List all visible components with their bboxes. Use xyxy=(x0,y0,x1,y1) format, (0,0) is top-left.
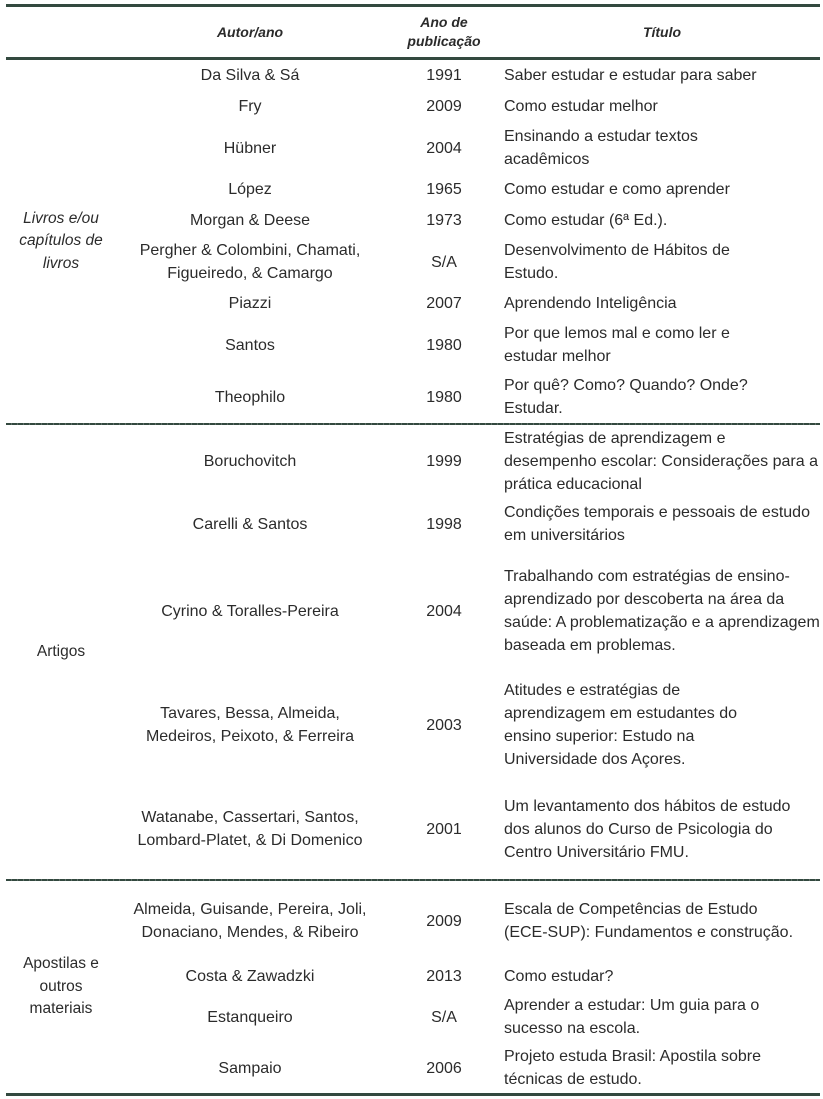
table-row: Da Silva & Sá 1991 Saber estudar e estudar para saber xyxy=(200,67,757,84)
table-header xyxy=(6,7,820,57)
section-label: Artigos xyxy=(36,642,86,660)
section-label: Apostilas e outros materiais xyxy=(23,955,99,1018)
section-books xyxy=(6,60,820,423)
section-handouts xyxy=(6,881,820,1093)
table-row: Fry 2009 Como estudar melhor xyxy=(238,98,658,115)
table-row: Piazzi 2007 Aprendendo Inteligência xyxy=(228,295,677,312)
table-row: Hübner 2004 Ensinando a estudar textos acadêmicos xyxy=(223,128,698,168)
header-year: Ano de publicação xyxy=(407,14,481,49)
table-row: Tavares, Bessa, Almeida, Medeiros, Peixoto, & Ferreira 2003 Atitudes e estratégias de aprendizagem em estudantes do ensino superior: Estudo na Universidade dos Açores. xyxy=(145,682,738,768)
table-row: Pergher & Colombini, Chamati, Figueiredo, & Camargo S/A Desenvolvimento de Hábitos de Estudo. xyxy=(139,242,730,282)
references-table xyxy=(6,4,820,1096)
section-articles xyxy=(6,425,820,879)
table-row: Boruchovitch 1999 Estratégias de aprendizagem e desempenho escolar: Considerações para a prática educacional xyxy=(203,429,818,493)
table-row: Santos 1980 Por que lemos mal e como ler e estudar melhor xyxy=(225,325,730,365)
bottom-rule xyxy=(6,1093,820,1096)
table-row: Estanqueiro S/A Aprender a estudar: Um guia para o sucesso na escola. xyxy=(207,997,760,1037)
table-row: Cyrino & Toralles-Pereira 2004 Trabalhando com estratégias de ensino-aprendizado por descoberta na área da saúde: A problematização e a aprendizagem baseada em problemas. xyxy=(161,568,820,654)
table-row: Almeida, Guisande, Pereira, Joli, Donaciano, Mendes, & Ribeiro 2009 Escala de Competências de Estudo (ECE-SUP): Fundamentos e construção. xyxy=(133,901,794,941)
table-row: Morgan & Deese 1973 Como estudar (6ª Ed.). xyxy=(189,212,668,229)
table-row: López 1965 Como estudar e como aprender xyxy=(228,181,730,198)
header-author: Autor/ano xyxy=(216,24,284,40)
table-row: Costa & Zawadzki 2013 Como estudar? xyxy=(185,967,614,985)
table-row: Watanabe, Cassertari, Santos, Lombard-Platet, & Di Domenico 2001 Um levantamento dos hábitos de estudo dos alunos do Curso de Psicologia do Centro Universitário FMU. xyxy=(137,797,791,861)
table-row: Theophilo 1980 Por quê? Como? Quando? Onde? Estudar. xyxy=(214,377,748,417)
table-row: Carelli & Santos 1998 Condições temporais e pessoais de estudo em universitários xyxy=(192,504,810,544)
header-title: Título xyxy=(642,24,682,40)
section-label: Livros e/ou capítulos de livros xyxy=(19,209,103,272)
table-row: Sampaio 2006 Projeto estuda Brasil: Apostila sobre técnicas de estudo. xyxy=(218,1048,762,1088)
